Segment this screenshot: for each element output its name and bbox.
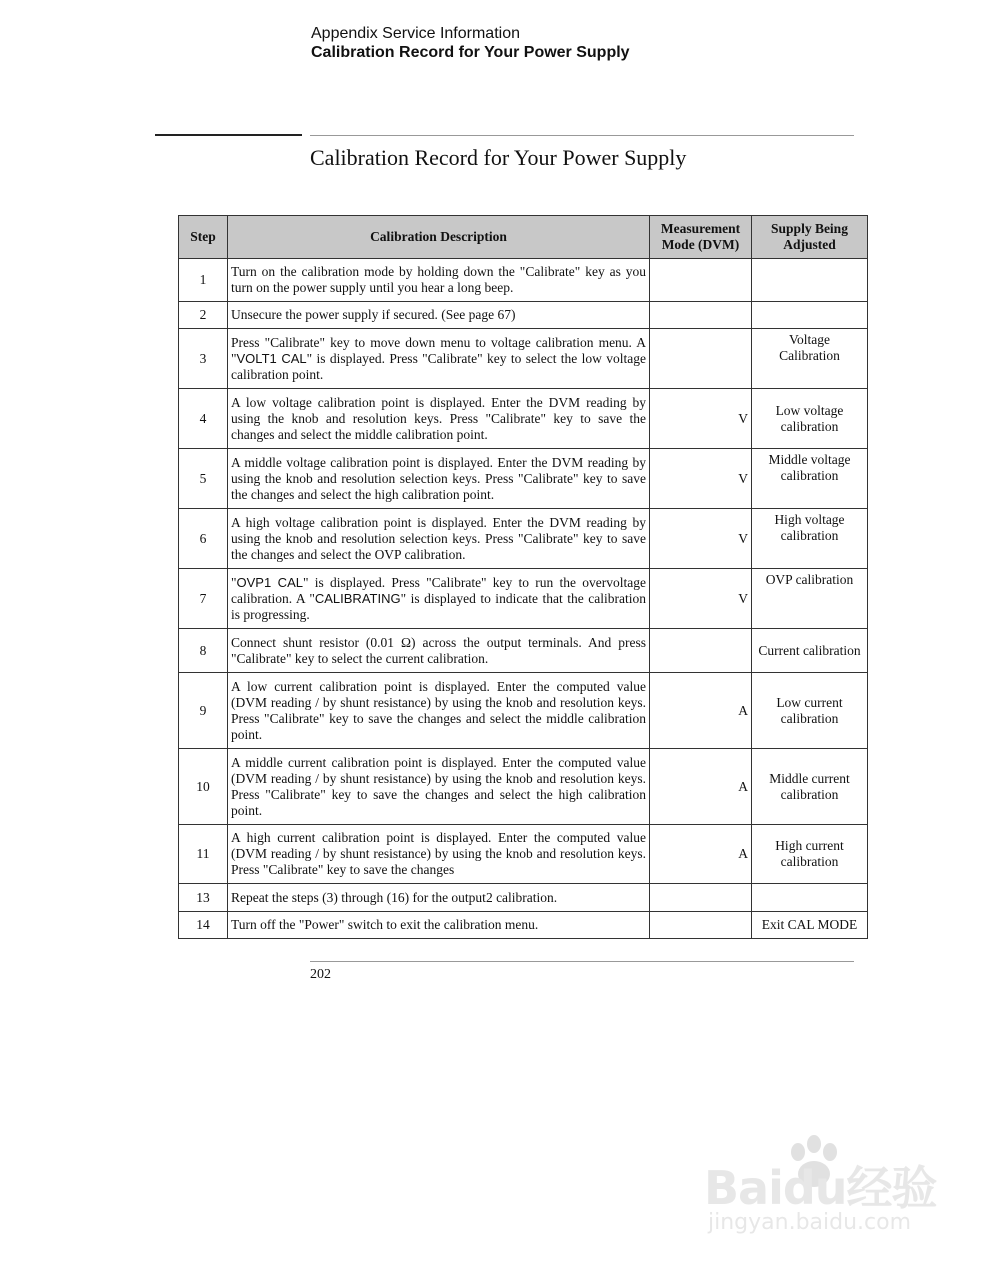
step-description: A high voltage calibration point is displayed. Enter the DVM reading by using the knob and resolution selection keys. Press "Calibrate" key to save the changes and select the OVP calibration. (228, 509, 650, 569)
measurement-mode (650, 629, 752, 673)
header-supply-adjusted: Supply Being Adjusted (752, 216, 868, 259)
header-measurement-mode: Measurement Mode (DVM) (650, 216, 752, 259)
supply-adjusted: Voltage Calibration (752, 329, 868, 389)
table-row (179, 329, 868, 389)
step-description: Unsecure the power supply if secured. (See page 67) (228, 302, 650, 329)
step-description: A high current calibration point is displayed. Enter the computed value (DVM reading / by shunt resistance) by using the knob and resolution keys. Press "Calibrate" key to save the changes (228, 825, 650, 884)
display-text: VOLT1 CAL (236, 350, 307, 366)
display-text: CALIBRATING (314, 590, 401, 606)
measurement-mode (650, 259, 752, 302)
supply-adjusted: OVP calibration (752, 569, 868, 629)
step-number: 5 (179, 449, 228, 509)
step-description: Press "Calibrate" key to move down menu to voltage calibration menu. A "VOLT1 CAL" is displayed. Press "Calibrate" key to select the low voltage calibration point. (228, 329, 650, 389)
supply-adjusted: Middle current calibration (752, 749, 868, 825)
header-description: Calibration Description (228, 216, 650, 259)
step-description: Repeat the steps (3) through (16) for the output2 calibration. (228, 884, 650, 912)
measurement-mode (650, 302, 752, 329)
measurement-mode: V (650, 449, 752, 509)
table-row (179, 884, 868, 912)
supply-adjusted (752, 884, 868, 912)
step-number: 10 (179, 749, 228, 825)
step-number: 6 (179, 509, 228, 569)
watermark-logo: Baidu经验 (704, 1161, 937, 1215)
table-row (179, 509, 868, 569)
measurement-mode (650, 884, 752, 912)
table-row (179, 629, 868, 673)
step-number: 2 (179, 302, 228, 329)
supply-adjusted: Low current calibration (752, 673, 868, 749)
table-row (179, 389, 868, 449)
step-description: A middle voltage calibration point is displayed. Enter the DVM reading by using the knob and resolution selection keys. Press "Calibrate" key to save the changes and select the high calibration point. (228, 449, 650, 509)
supply-adjusted: High voltage calibration (752, 509, 868, 569)
measurement-mode: V (650, 509, 752, 569)
calibration-table (178, 215, 868, 939)
running-header-section: Appendix Service Information (311, 25, 520, 42)
step-number: 1 (179, 259, 228, 302)
table-row (179, 302, 868, 329)
step-description: "OVP1 CAL" is displayed. Press "Calibrate" key to run the overvoltage calibration. A "CALIBRATING" is displayed to indicate that the calibration is progressing. (228, 569, 650, 629)
step-number: 9 (179, 673, 228, 749)
step-description: Turn on the calibration mode by holding down the "Calibrate" key as you turn on the power supply until you hear a long beep. (228, 259, 650, 302)
supply-adjusted: Low voltage calibration (752, 389, 868, 449)
step-number: 14 (179, 912, 228, 939)
step-description: A low voltage calibration point is displayed. Enter the DVM reading by using the knob and resolution keys. Press "Calibrate" key to save the changes and select the middle calibration point. (228, 389, 650, 449)
measurement-mode: V (650, 569, 752, 629)
measurement-mode: A (650, 673, 752, 749)
supply-adjusted: Exit CAL MODE (752, 912, 868, 939)
header-rule-thin (310, 135, 854, 136)
supply-adjusted: Middle voltage calibration (752, 449, 868, 509)
table-row (179, 673, 868, 749)
running-header-title: Calibration Record for Your Power Supply (311, 44, 630, 61)
supply-adjusted: High current calibration (752, 825, 868, 884)
measurement-mode: A (650, 825, 752, 884)
step-number: 13 (179, 884, 228, 912)
step-number: 7 (179, 569, 228, 629)
page-title: Calibration Record for Your Power Supply (310, 145, 687, 170)
measurement-mode (650, 329, 752, 389)
header-step: Step (179, 216, 228, 259)
step-number: 8 (179, 629, 228, 673)
step-number: 11 (179, 825, 228, 884)
footer-rule (310, 961, 854, 962)
display-text: OVP1 CAL (236, 574, 303, 590)
step-number: 3 (179, 329, 228, 389)
measurement-mode: V (650, 389, 752, 449)
step-description: A low current calibration point is displayed. Enter the computed value (DVM reading / by shunt resistance) by using the knob and resolution keys. Press "Calibrate" key to save the changes and select the middle calibration point. (228, 673, 650, 749)
header-rule-thick (155, 134, 302, 136)
page-number: 202 (310, 967, 331, 982)
table-row (179, 825, 868, 884)
watermark (700, 1140, 940, 1250)
measurement-mode (650, 912, 752, 939)
table-row (179, 912, 868, 939)
step-description: Connect shunt resistor (0.01 Ω) across the output terminals. And press "Calibrate" key to select the current calibration. (228, 629, 650, 673)
supply-adjusted: Current calibration (752, 629, 868, 673)
step-number: 4 (179, 389, 228, 449)
measurement-mode: A (650, 749, 752, 825)
step-description: Turn off the "Power" switch to exit the calibration menu. (228, 912, 650, 939)
table-row (179, 259, 868, 302)
supply-adjusted (752, 302, 868, 329)
table-row (179, 749, 868, 825)
table-row (179, 569, 868, 629)
watermark-url: jingyan.baidu.com (708, 1210, 912, 1235)
table-header-row (179, 216, 868, 259)
supply-adjusted (752, 259, 868, 302)
step-description: A middle current calibration point is displayed. Enter the computed value (DVM reading / by shunt resistance) by using the knob and resolution keys. Press "Calibrate" key to save the changes and select the high calibration point. (228, 749, 650, 825)
table-row (179, 449, 868, 509)
